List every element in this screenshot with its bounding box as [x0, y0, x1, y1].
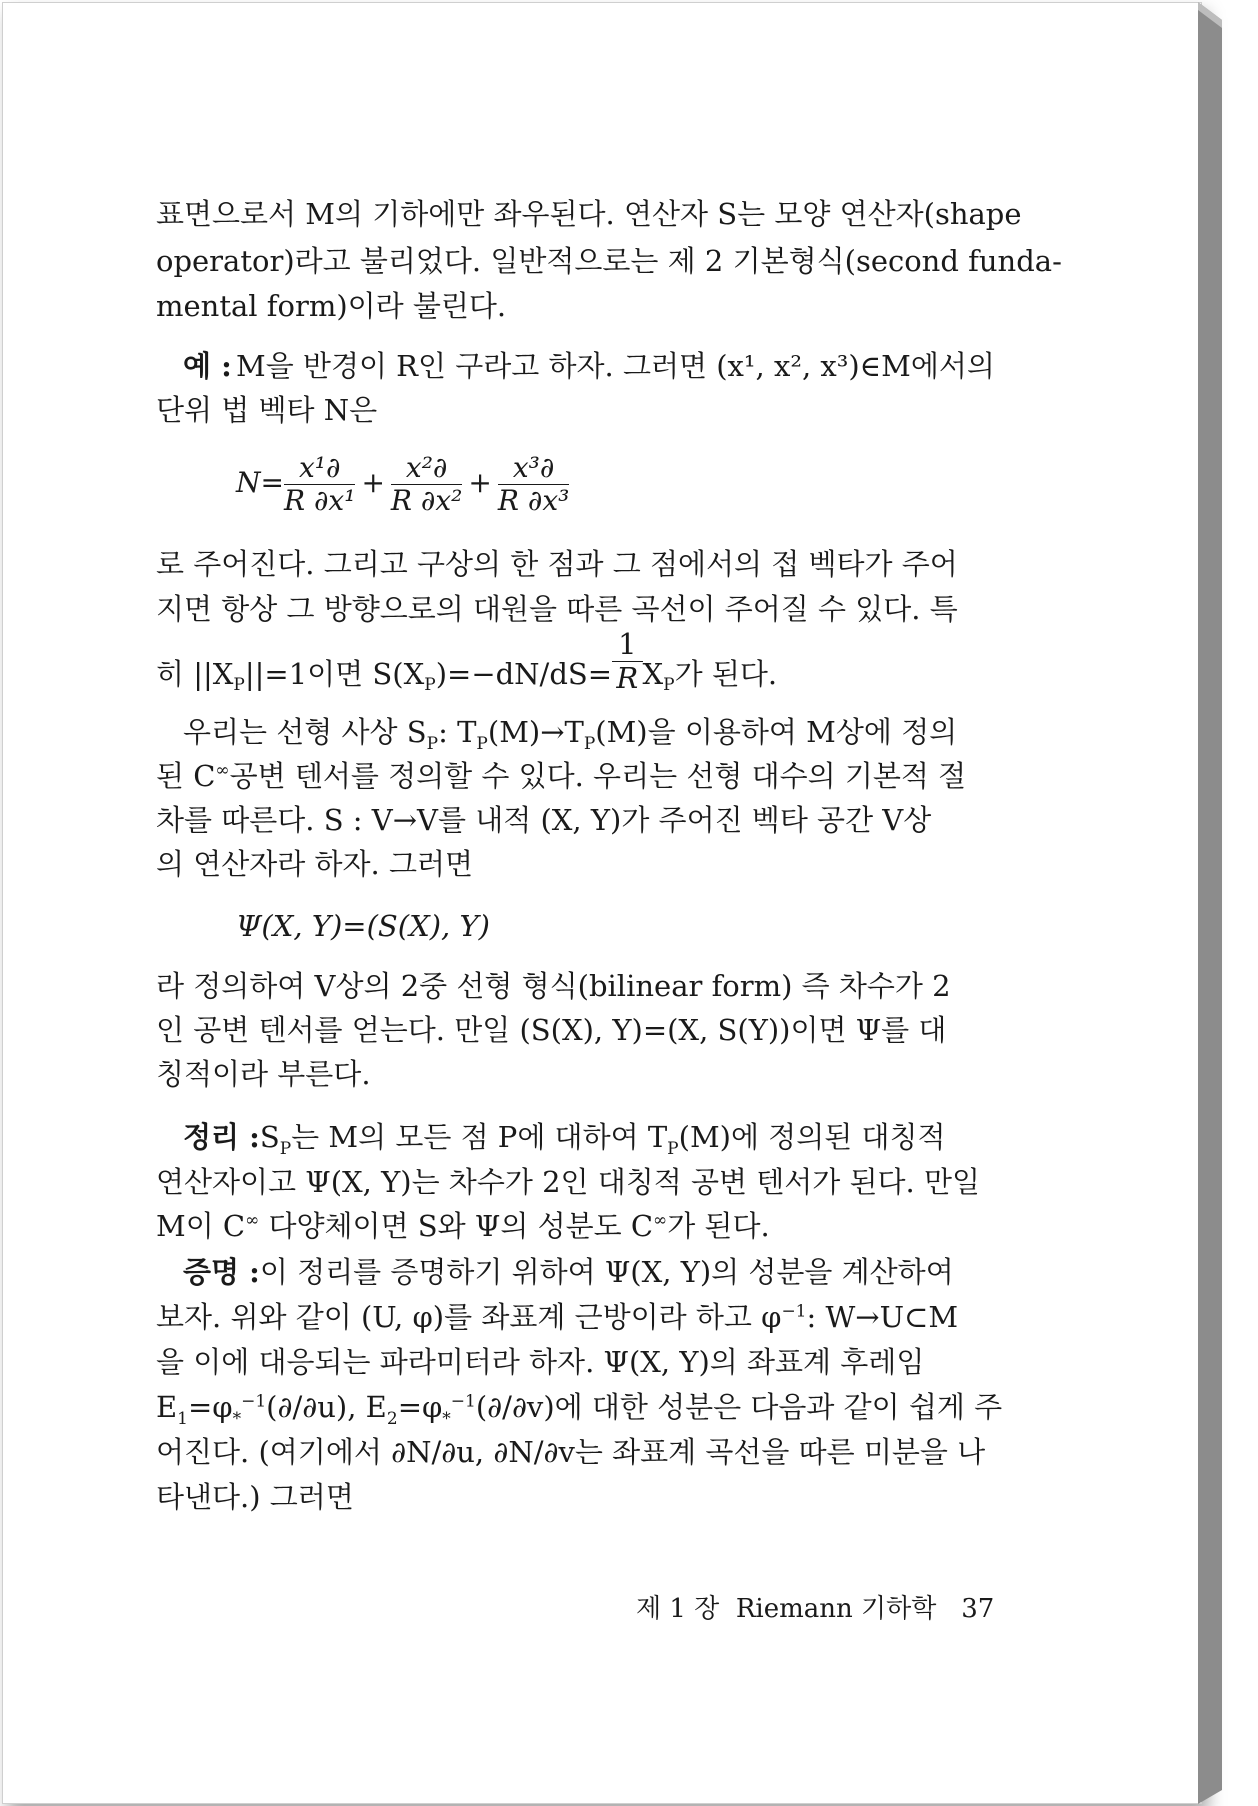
p3-line3: 히 $||X_P||=1$이면 $S(X_P)=-dN/dS=$ $\frac{1}{R}$ $X_P$가 된다.	[156, 627, 778, 696]
p5-line2: 인 공변 텐서를 얻는다. 만일 (S(X), Y)=(X, S(Y))이면 Ψ를 대	[156, 1013, 947, 1047]
eq1-term3: $\frac{\text{x³∂}}{\text{R ∂x³}}$	[497, 451, 570, 517]
p2-line2: 단위 법 벡타 N은	[156, 393, 378, 427]
equation-unit-normal: N= $\frac{\text{x¹∂}}{\text{R ∂x¹}}$ + $\frac{\text{x²∂}}{\text{R ∂x²}}$ + $\frac{\text{x³∂}}{\text{R ∂x³}}$	[236, 451, 570, 517]
page-number: 37	[961, 1594, 995, 1624]
p4-line4: 의 연산자라 하자. 그러면	[156, 847, 474, 881]
theorem-line3: M이 C∞ 다양체이면 S와 Ψ의 성분도 C∞가 된다.	[156, 1209, 770, 1243]
running-footer	[636, 1596, 994, 1622]
equation-psi: Ψ(X, Y)=(S(X), Y)	[236, 909, 490, 943]
p3-line2: 지면 항상 그 방향으로의 대원을 따른 곡선이 주어질 수 있다. 특	[156, 592, 958, 626]
p5-line3: 칭적이라 부른다.	[156, 1057, 371, 1091]
proof-line3: 을 이에 대응되는 파라미터라 하자. Ψ(X, Y)의 좌표계 후레임	[156, 1345, 925, 1379]
proof-line2: 보자. 위와 같이 (U, φ)를 좌표계 근방이라 하고 $\varphi^{-1}$: W→U⊂M	[156, 1300, 959, 1334]
footer-chapter: 제 1 장	[636, 1594, 720, 1624]
p1-line2: operator)라고 불리었다. 일반적으로는 제 2 기본형식(second funda-	[156, 244, 1062, 278]
p3-line1: 로 주어진다. 그리고 구상의 한 점과 그 점에서의 접 벡타가 주어	[156, 547, 958, 581]
theorem-line2: 연산자이고 Ψ(X, Y)는 차수가 2인 대칭적 공변 텐서가 된다. 만일	[156, 1165, 981, 1199]
p4-line3: 차를 따른다. S : V→V를 내적 (X, Y)가 주어진 벡타 공간 V상	[156, 803, 932, 837]
eq1-lhs: N=	[236, 466, 284, 499]
proof-line5: 어진다. (여기에서 ∂N/∂u, ∂N/∂v는 좌표계 곡선을 따른 미분을 나	[156, 1435, 986, 1469]
p5-line1: 라 정의하여 V상의 2중 선형 형식(bilinear form) 즉 차수가 2	[156, 969, 951, 1003]
footer-title: Riemann 기하학	[735, 1594, 937, 1624]
theorem-line1: 정리 $:S_P$는 M의 모든 점 P에 대하여 $T_P(M)$에 정의된 대칭적	[183, 1120, 946, 1159]
p1-line1: 표면으로서 M의 기하에만 좌우된다. 연산자 S는 모양 연산자(shape	[156, 197, 1022, 231]
p4-line2: 된 C∞공변 텐서를 정의할 수 있다. 우리는 선형 대수의 기본적 절	[156, 759, 967, 793]
proof-line6: 타낸다.) 그러면	[156, 1480, 354, 1514]
eq1-term2: $\frac{\text{x²∂}}{\text{R ∂x²}}$	[390, 451, 463, 517]
proof-label: 증명 :	[183, 1255, 260, 1289]
p1-line3: mental form)이라 불린다.	[156, 289, 507, 323]
example-label: 예 :	[183, 349, 232, 383]
proof-line4: $E_1=\varphi_*^{-1}(\partial/\partial u)$, $E_2=\varphi_*^{-1}(\partial/\partial v)$에 대한 성분은 다음과 같이 쉽게 주	[156, 1390, 1003, 1429]
p3-fraction: $\frac{1}{R}$	[612, 630, 642, 693]
proof-line1: 증명 :이 정리를 증명하기 위하여 Ψ(X, Y)의 성분을 계산하여	[183, 1255, 954, 1289]
p4-line1: 우리는 선형 사상 $S_P$: $T_P(M)\to T_P(M)$을 이용하여 M상에 정의	[183, 715, 958, 754]
theorem-label: 정리 :	[183, 1120, 260, 1154]
eq1-term1: $\frac{\text{x¹∂}}{\text{R ∂x¹}}$	[283, 451, 356, 517]
p2-line1: M을 반경이 R인 구라고 하자. 그러면 (x¹, x², x³)∈M에서의	[236, 349, 995, 383]
